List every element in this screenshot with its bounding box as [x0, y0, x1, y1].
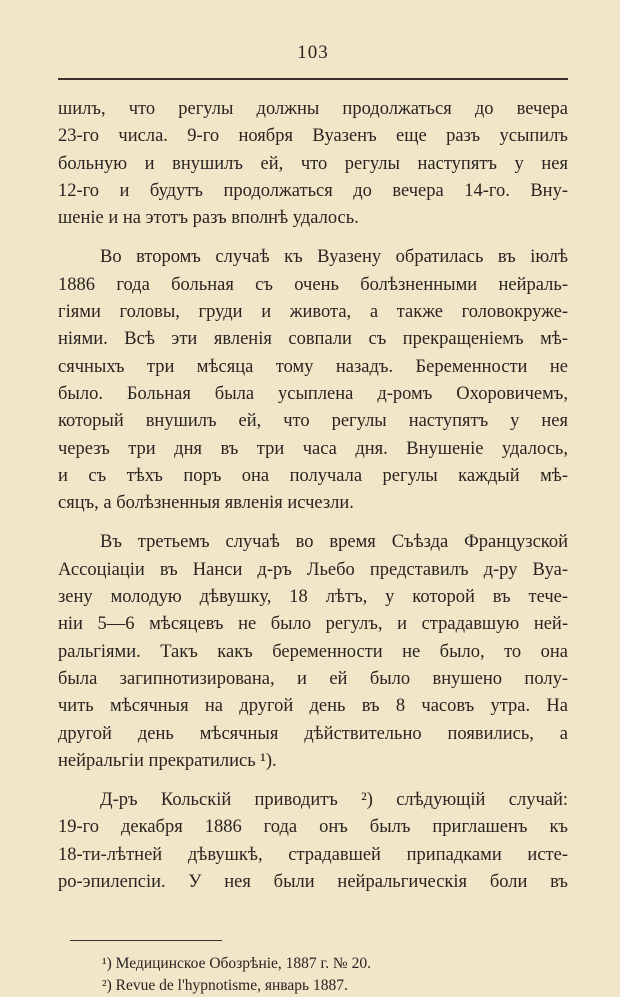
paragraph-gap	[58, 517, 568, 529]
text-line: другой день мѣсячныя дѣйствительно появились, а	[58, 723, 568, 744]
text-line: Ассоцiацiи въ Нанси д-ръ Льебо представилъ д-ру Вуа-	[58, 559, 568, 580]
text-line: который внушилъ ей, что регулы наступятъ у нея	[58, 411, 568, 432]
text-line: 23-го числа. 9-го ноября Вуазенъ еще разъ усыпилъ	[58, 126, 568, 147]
text-line: нiи 5—6 мѣсяцевъ не было регулъ, и страдавшую ней-	[58, 614, 568, 635]
text-line: зену молодую дѣвушку, 18 лѣтъ, у которой въ тече-	[58, 587, 568, 608]
text-line: 1886 года больная съ очень болѣзненными нейраль-	[58, 274, 568, 295]
text-line: ро-эпилепсiи. У нея были нейральгическiя боли въ	[58, 872, 568, 893]
text-line: Въ третьемъ случаѣ во время Съѣзда Французской	[100, 532, 568, 553]
text-line: сячныхъ три мѣсяца тому назадъ. Беременности не	[58, 356, 568, 377]
text-line: и съ тѣхъ поръ она получала регулы каждый мѣ-	[58, 465, 568, 486]
text-line: шилъ, что регулы должны продолжаться до вечера	[58, 99, 568, 119]
paragraph-gap	[58, 775, 568, 787]
text-line: шенiе и на этотъ разъ вполнѣ удалось.	[58, 208, 359, 229]
body-text	[58, 96, 568, 896]
text-line: гiями головы, груди и живота, а также головокруже-	[58, 302, 568, 323]
text-line: ральгiями. Такъ какъ беременности не было, то она	[58, 641, 568, 662]
text-line: Во второмъ случаѣ къ Вуазену обратилась въ iюлѣ	[100, 247, 568, 268]
footnote-2: ²) Revue de l'hypnotisme, январь 1887.	[102, 977, 348, 995]
text-line: 12-го и будутъ продолжаться до вечера 14-го. Вну-	[58, 180, 568, 201]
text-line: 19-го декабря 1886 года онъ былъ приглашенъ къ	[58, 817, 568, 838]
text-line: больную и внушилъ ей, что регулы наступятъ у нея	[58, 153, 568, 174]
paragraph-gap	[58, 232, 568, 244]
footnote-rule	[70, 940, 222, 941]
text-line: черезъ три дня въ три часа дня. Внушенiе удалось,	[58, 438, 568, 459]
text-line: чить мѣсячныя на другой день въ 8 часовъ утра. На	[58, 696, 568, 717]
page-number: 103	[297, 42, 329, 63]
text-line: Д-ръ Кольскiй приводитъ ²) слѣдующiй случай:	[100, 790, 568, 811]
footnotes	[58, 953, 568, 997]
footnote-1: ¹) Медицинское Обозрѣнiе, 1887 г. № 20.	[102, 955, 371, 973]
text-line: нiями. Всѣ эти явленiя совпали съ прекращенiемъ мѣ-	[58, 329, 568, 350]
text-line: сяцъ, а болѣзненныя явленiя исчезли.	[58, 493, 354, 514]
header-rule	[58, 78, 568, 80]
text-line: 18-ти-лѣтней дѣвушкѣ, страдавшей припадками исте-	[58, 844, 568, 865]
text-line: была загипнотизирована, и ей было внушено полу-	[58, 668, 568, 689]
text-line: нейральгiи прекратились ¹).	[58, 750, 277, 771]
text-line: было. Больная была усыплена д-ромъ Охоровичемъ,	[58, 383, 568, 404]
